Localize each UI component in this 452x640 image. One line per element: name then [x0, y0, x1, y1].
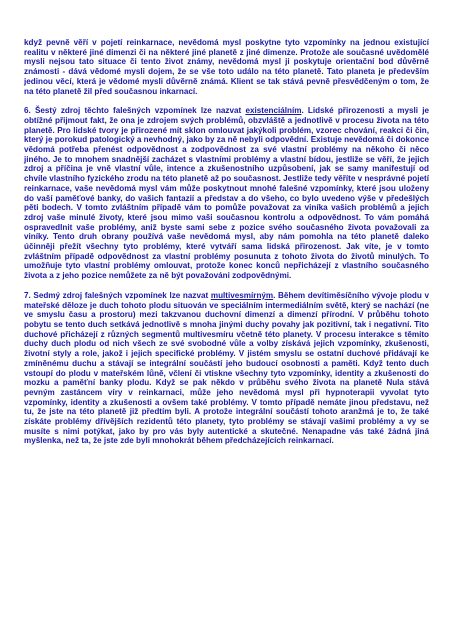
paragraph-intro: když pevně věří v pojetí reinkarnace, nevědomá mysl poskytne tyto vzpomínky na jednou existující realitu v některé jiné dimenzi či na některé jiné planetě z jiné dimenze. Protože ale současné uvědomělé mysli nejsou tato situace či tento život známy, nevědomá mysl ji poskytuje orientační bod důvěrně známosti - dává vědomé mysli dojem, že se vše toto událo na této planetě. Tato planeta je především jedinou věcí, která je vědomé mysli důvěrně známá. Klient se tak stává pevně přesvědčeným o tom, že na této planetě žil před současnou inkarnací. — [24, 38, 429, 96]
paragraph-lead: 7. Sedmý zdroj falešných vzpomínek lze nazvat — [24, 290, 211, 300]
paragraph-body: . Lidské přirozenosti a mysli je obtížné přijmout fakt, že ona je zdrojem svých problémů, obzvláště a jednotlivě v procesu života na této planetě. Pro lidské tvory je přirozené mít sklon omlouvat jakýkoli problém, vzorec chování, reakci či čin, který je porokud patologický a nevhodný, jako by za ně nebyli odpovědní. Existuje nevědomá či dokonce vědomá potřeba přenést odpovědnost a zodpovědnost za své vlastní problémy na někoho či něco jiného. Je to mnohem snadnější zacházet s vlastními problémy a vlastní bídou, jestliže se věří, že jejich zdroj a příčina je vně vlastní vůle, intence a zkušenostního uzpůsobení, jak se samy manifestují od chvíle vlastního fyzického zrodu na této planetě až po současnost. Jestliže tedy věříte v nesprávné pojetí reinkarnace, vaše nevědomá mysl vám může poskytnout mnohé falešné vzpomínky, které jsou uloženy do vaší paměťové banky, do vašich fantazií a představ a do všeho, co bylo uvedeno výše v předešlých pěti bodech. V tomto zvláštním případě vám to pomůže považovat za viníka vašich problémů a jejich zdroj vaše minulé životy, které jsou mimo vaši současnou kontrolu a odpovědnost. To vám pomáhá ospravedlnit vaše problémy, aniž byste sami sebe z pozice svého současného života považovali za viníky. Tento druh obrany používá vaše nevědomá mysl, aby nám pomohla na této planetě daleko účinněji přežít všechny tyto problémy, které vytváří sama lidská přirozenost. Jak víte, je v tomto zvláštním případě odpovědnost za vlastní problémy posunuta z tohoto života do životů minulých. To umožňuje tyto vlastní problémy omlouvat, protože konec konců nepřicházejí z vlastního současného života a z jeho pozice nemůžete za ně být považováni zodpovědnými. — [24, 106, 430, 281]
document-page — [24, 38, 429, 446]
paragraph-lead: 6. Šestý zdroj těchto falešných vzpomínek lze nazvat — [24, 106, 246, 116]
paragraph-existential-source — [24, 106, 429, 281]
term-existential: existenciálním — [245, 106, 302, 116]
term-multiverse: multivesmírným — [210, 290, 274, 300]
paragraph-multiverse-source — [24, 291, 429, 446]
paragraph-body: . Během devítiměsíčního vývoje plodu v mateřské děloze je duch tohoto plodu situován ve speciálním intermediálním světě, který se nachází (ne ve smyslu času a prostoru) mezi takzvanou duchovní dimenzí a dimenzí přírodní. V průběhu tohoto pobytu se tento duch setkává jednotlivě s mnoha jinými duchy povahy jak pozitivní, tak i negativní. Tito duchové přicházejí z různých segmentů multivesmíru včetně této planety. V procesu interakce s těmito duchy duch plodu od nich všech ze své svobodné vůle a volby získává jejich vzpomínky, zkušenosti, životní styly a role, jakož i jejich specifické problémy. V jistém smyslu se ostatní duchové přidávají ke zmíněnému duchu a stávají se integrální součástí jeho budoucí osobnosti a paměti. Když tento duch vstoupí do plodu v mateřském lůně, včlení či vtiskne všechny tyto vzpomínky, identity a zkušenosti do mozku a paměťní banky plodu. Když se pak někdo v průběhu svého života na planetě Nula stává pevným zastáncem víry v reinkarnaci, může jeho nevědomá mysl při hypnoterapii vyvolat tyto vzpomínky, identity a zkušenosti a ovšem také problémy. V tomto případě nemáte jinou představu, než tu, že jste na této planetě již předtím byli. A protože integrální součástí tohoto aranžmá je to, že také získáte problémy dřívějších rezidentů této planety, tyto problémy se stávají vašimi problémy a vy se musíte s nimi potýkat, jako by pro vás byly autentické a skutečné. Nenapadne vás také žádná jiná myšlenka, než ta, že jste zde byli mnohokrát během předcházejících reinkarnací. — [24, 290, 430, 446]
